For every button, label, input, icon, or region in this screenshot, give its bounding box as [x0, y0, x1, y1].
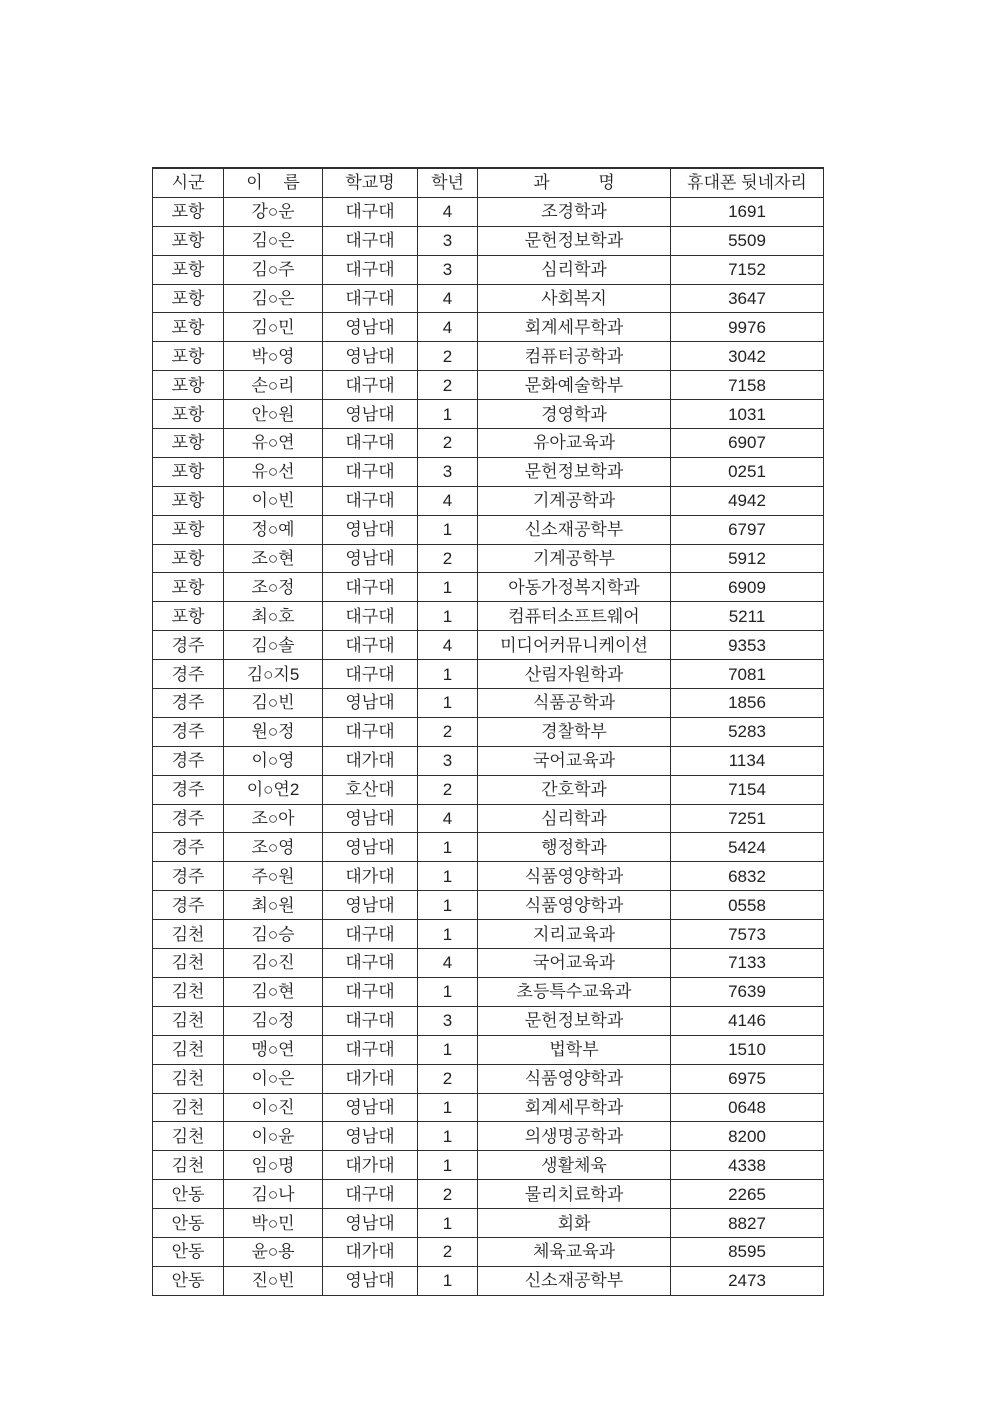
- cell-phone: 4942: [671, 486, 824, 515]
- cell-department: 법학부: [478, 1035, 671, 1064]
- table-row: [153, 313, 824, 342]
- cell-department: 신소재공학부: [478, 1266, 671, 1295]
- cell-district: 포항: [153, 544, 224, 573]
- column-header-department: 과 명: [478, 168, 671, 197]
- cell-grade: 3: [418, 255, 478, 284]
- table-row: [153, 342, 824, 371]
- cell-school: 대구대: [323, 573, 418, 602]
- cell-department: 회계세무학과: [478, 1093, 671, 1122]
- cell-grade: 3: [418, 1006, 478, 1035]
- cell-phone: 1510: [671, 1035, 824, 1064]
- cell-department: 식품공학과: [478, 689, 671, 718]
- cell-phone: 1856: [671, 689, 824, 718]
- cell-name: 조○정: [224, 573, 323, 602]
- cell-name: 최○원: [224, 891, 323, 920]
- cell-grade: 2: [418, 717, 478, 746]
- cell-school: 대구대: [323, 1180, 418, 1209]
- cell-phone: 6797: [671, 515, 824, 544]
- table-row: [153, 746, 824, 775]
- cell-school: 영남대: [323, 1266, 418, 1295]
- cell-district: 포항: [153, 226, 224, 255]
- cell-school: 대구대: [323, 284, 418, 313]
- cell-district: 김천: [153, 1122, 224, 1151]
- cell-district: 포항: [153, 197, 224, 226]
- cell-grade: 1: [418, 891, 478, 920]
- cell-phone: 2265: [671, 1180, 824, 1209]
- cell-department: 초등특수교육과: [478, 977, 671, 1006]
- cell-name: 김○빈: [224, 689, 323, 718]
- cell-name: 조○현: [224, 544, 323, 573]
- cell-grade: 1: [418, 1035, 478, 1064]
- cell-school: 대구대: [323, 977, 418, 1006]
- cell-school: 영남대: [323, 833, 418, 862]
- cell-school: 영남대: [323, 891, 418, 920]
- table-row: [153, 1064, 824, 1093]
- cell-department: 유아교육과: [478, 429, 671, 458]
- cell-name: 조○영: [224, 833, 323, 862]
- table-row: [153, 775, 824, 804]
- cell-school: 대구대: [323, 1006, 418, 1035]
- cell-grade: 1: [418, 1151, 478, 1180]
- cell-district: 김천: [153, 1064, 224, 1093]
- cell-school: 대가대: [323, 1064, 418, 1093]
- cell-district: 경주: [153, 660, 224, 689]
- table-row: [153, 660, 824, 689]
- cell-name: 김○솔: [224, 631, 323, 660]
- cell-name: 안○원: [224, 400, 323, 429]
- cell-school: 호산대: [323, 775, 418, 804]
- cell-department: 회계세무학과: [478, 313, 671, 342]
- cell-school: 대구대: [323, 457, 418, 486]
- cell-district: 포항: [153, 255, 224, 284]
- cell-grade: 1: [418, 1093, 478, 1122]
- cell-name: 손○리: [224, 371, 323, 400]
- cell-grade: 3: [418, 226, 478, 255]
- table-row: [153, 631, 824, 660]
- cell-grade: 1: [418, 833, 478, 862]
- cell-department: 미디어커뮤니케이션: [478, 631, 671, 660]
- cell-grade: 2: [418, 544, 478, 573]
- cell-name: 강○운: [224, 197, 323, 226]
- cell-grade: 2: [418, 1180, 478, 1209]
- cell-district: 김천: [153, 1151, 224, 1180]
- cell-grade: 1: [418, 689, 478, 718]
- cell-phone: 5912: [671, 544, 824, 573]
- cell-phone: 6907: [671, 429, 824, 458]
- cell-name: 유○연: [224, 429, 323, 458]
- cell-phone: 7639: [671, 977, 824, 1006]
- cell-department: 지리교육과: [478, 920, 671, 949]
- cell-phone: 7573: [671, 920, 824, 949]
- cell-district: 김천: [153, 1093, 224, 1122]
- cell-department: 문헌정보학과: [478, 457, 671, 486]
- cell-district: 포항: [153, 342, 224, 371]
- cell-district: 김천: [153, 920, 224, 949]
- cell-phone: 1031: [671, 400, 824, 429]
- table-row: [153, 1151, 824, 1180]
- cell-school: 대구대: [323, 429, 418, 458]
- cell-grade: 2: [418, 775, 478, 804]
- cell-name: 원○정: [224, 717, 323, 746]
- cell-grade: 1: [418, 1209, 478, 1238]
- cell-department: 심리학과: [478, 804, 671, 833]
- cell-school: 대구대: [323, 226, 418, 255]
- cell-department: 컴퓨터공학과: [478, 342, 671, 371]
- cell-district: 포항: [153, 284, 224, 313]
- table-row: [153, 977, 824, 1006]
- cell-school: 영남대: [323, 400, 418, 429]
- table-row: [153, 400, 824, 429]
- table-row: [153, 255, 824, 284]
- cell-phone: 0648: [671, 1093, 824, 1122]
- column-header-school: 학교명: [323, 168, 418, 197]
- cell-name: 김○현: [224, 977, 323, 1006]
- student-roster-table: [152, 167, 824, 1296]
- cell-school: 대구대: [323, 717, 418, 746]
- cell-phone: 7251: [671, 804, 824, 833]
- cell-name: 윤○용: [224, 1237, 323, 1266]
- table-row: [153, 515, 824, 544]
- table-row: [153, 573, 824, 602]
- cell-grade: 3: [418, 746, 478, 775]
- cell-department: 회화: [478, 1209, 671, 1238]
- table-row: [153, 1209, 824, 1238]
- cell-district: 경주: [153, 746, 224, 775]
- cell-phone: 3647: [671, 284, 824, 313]
- cell-school: 대가대: [323, 746, 418, 775]
- cell-department: 아동가정복지학과: [478, 573, 671, 602]
- cell-phone: 4146: [671, 1006, 824, 1035]
- column-header-phone: 휴대폰 뒷네자리: [671, 168, 824, 197]
- cell-school: 대가대: [323, 1151, 418, 1180]
- cell-district: 김천: [153, 977, 224, 1006]
- cell-phone: 3042: [671, 342, 824, 371]
- cell-school: 대구대: [323, 371, 418, 400]
- cell-district: 김천: [153, 1035, 224, 1064]
- cell-grade: 1: [418, 602, 478, 631]
- cell-grade: 1: [418, 862, 478, 891]
- table-row: [153, 602, 824, 631]
- cell-school: 대가대: [323, 1237, 418, 1266]
- cell-school: 영남대: [323, 689, 418, 718]
- cell-district: 포항: [153, 400, 224, 429]
- cell-grade: 1: [418, 515, 478, 544]
- cell-district: 안동: [153, 1237, 224, 1266]
- cell-department: 사회복지: [478, 284, 671, 313]
- cell-name: 김○나: [224, 1180, 323, 1209]
- cell-phone: 6975: [671, 1064, 824, 1093]
- cell-district: 포항: [153, 313, 224, 342]
- table-row: [153, 689, 824, 718]
- cell-phone: 5211: [671, 602, 824, 631]
- cell-phone: 0251: [671, 457, 824, 486]
- cell-phone: 9976: [671, 313, 824, 342]
- cell-phone: 2473: [671, 1266, 824, 1295]
- cell-district: 김천: [153, 949, 224, 978]
- cell-name: 임○명: [224, 1151, 323, 1180]
- table-row: [153, 486, 824, 515]
- cell-school: 영남대: [323, 342, 418, 371]
- cell-school: 영남대: [323, 1122, 418, 1151]
- cell-department: 물리치료학과: [478, 1180, 671, 1209]
- cell-school: 대가대: [323, 862, 418, 891]
- cell-grade: 2: [418, 429, 478, 458]
- cell-name: 이○은: [224, 1064, 323, 1093]
- cell-name: 김○민: [224, 313, 323, 342]
- cell-phone: 4338: [671, 1151, 824, 1180]
- cell-grade: 4: [418, 804, 478, 833]
- cell-name: 김○승: [224, 920, 323, 949]
- table-row: [153, 891, 824, 920]
- table-row: [153, 1122, 824, 1151]
- cell-name: 김○은: [224, 226, 323, 255]
- cell-district: 포항: [153, 602, 224, 631]
- cell-grade: 1: [418, 1122, 478, 1151]
- cell-phone: 5424: [671, 833, 824, 862]
- table-row: [153, 804, 824, 833]
- column-header-name: 이 름: [224, 168, 323, 197]
- cell-name: 김○지5: [224, 660, 323, 689]
- cell-district: 경주: [153, 833, 224, 862]
- cell-phone: 9353: [671, 631, 824, 660]
- cell-school: 영남대: [323, 515, 418, 544]
- cell-grade: 1: [418, 977, 478, 1006]
- table-row: [153, 862, 824, 891]
- cell-grade: 3: [418, 457, 478, 486]
- cell-department: 신소재공학부: [478, 515, 671, 544]
- table-row: [153, 371, 824, 400]
- cell-district: 경주: [153, 631, 224, 660]
- cell-grade: 2: [418, 371, 478, 400]
- cell-school: 영남대: [323, 1209, 418, 1238]
- cell-phone: 7133: [671, 949, 824, 978]
- cell-department: 경찰학부: [478, 717, 671, 746]
- table-row: [153, 717, 824, 746]
- cell-district: 김천: [153, 1006, 224, 1035]
- cell-name: 정○예: [224, 515, 323, 544]
- cell-name: 이○진: [224, 1093, 323, 1122]
- cell-district: 포항: [153, 573, 224, 602]
- cell-district: 경주: [153, 891, 224, 920]
- table-row: [153, 949, 824, 978]
- cell-district: 포항: [153, 486, 224, 515]
- cell-school: 대구대: [323, 631, 418, 660]
- table-row: [153, 920, 824, 949]
- cell-name: 최○호: [224, 602, 323, 631]
- cell-phone: 0558: [671, 891, 824, 920]
- cell-department: 컴퓨터소프트웨어: [478, 602, 671, 631]
- cell-phone: 8595: [671, 1237, 824, 1266]
- column-header-grade: 학년: [418, 168, 478, 197]
- cell-name: 김○진: [224, 949, 323, 978]
- cell-school: 영남대: [323, 544, 418, 573]
- cell-school: 영남대: [323, 804, 418, 833]
- cell-grade: 4: [418, 313, 478, 342]
- cell-school: 대구대: [323, 197, 418, 226]
- cell-district: 안동: [153, 1266, 224, 1295]
- cell-name: 유○선: [224, 457, 323, 486]
- cell-school: 대구대: [323, 949, 418, 978]
- cell-phone: 6909: [671, 573, 824, 602]
- cell-department: 문헌정보학과: [478, 226, 671, 255]
- table-row: [153, 284, 824, 313]
- table-row: [153, 197, 824, 226]
- cell-grade: 2: [418, 1064, 478, 1093]
- cell-district: 경주: [153, 717, 224, 746]
- cell-phone: 8200: [671, 1122, 824, 1151]
- cell-phone: 6832: [671, 862, 824, 891]
- cell-school: 영남대: [323, 313, 418, 342]
- cell-phone: 7158: [671, 371, 824, 400]
- cell-district: 안동: [153, 1209, 224, 1238]
- cell-grade: 1: [418, 573, 478, 602]
- cell-grade: 4: [418, 631, 478, 660]
- cell-department: 조경학과: [478, 197, 671, 226]
- cell-name: 이○영: [224, 746, 323, 775]
- cell-grade: 1: [418, 660, 478, 689]
- cell-department: 국어교육과: [478, 949, 671, 978]
- cell-grade: 1: [418, 400, 478, 429]
- cell-grade: 1: [418, 1266, 478, 1295]
- cell-school: 대구대: [323, 602, 418, 631]
- cell-phone: 5283: [671, 717, 824, 746]
- cell-phone: 1691: [671, 197, 824, 226]
- cell-name: 이○빈: [224, 486, 323, 515]
- header-row: [153, 168, 824, 197]
- cell-name: 조○아: [224, 804, 323, 833]
- cell-grade: 4: [418, 284, 478, 313]
- cell-name: 김○은: [224, 284, 323, 313]
- cell-department: 간호학과: [478, 775, 671, 804]
- table-row: [153, 833, 824, 862]
- cell-phone: 1134: [671, 746, 824, 775]
- cell-district: 포항: [153, 371, 224, 400]
- table-row: [153, 226, 824, 255]
- column-header-district: 시군: [153, 168, 224, 197]
- cell-grade: 4: [418, 197, 478, 226]
- cell-district: 포항: [153, 457, 224, 486]
- cell-phone: 8827: [671, 1209, 824, 1238]
- cell-school: 대구대: [323, 486, 418, 515]
- cell-district: 포항: [153, 515, 224, 544]
- cell-grade: 1: [418, 920, 478, 949]
- table-row: [153, 1266, 824, 1295]
- cell-school: 대구대: [323, 255, 418, 284]
- cell-phone: 7081: [671, 660, 824, 689]
- cell-school: 영남대: [323, 1093, 418, 1122]
- cell-department: 경영학과: [478, 400, 671, 429]
- cell-department: 식품영양학과: [478, 862, 671, 891]
- table-row: [153, 457, 824, 486]
- cell-school: 대구대: [323, 660, 418, 689]
- cell-department: 행정학과: [478, 833, 671, 862]
- table-row: [153, 1237, 824, 1266]
- cell-phone: 7154: [671, 775, 824, 804]
- cell-department: 생활체육: [478, 1151, 671, 1180]
- cell-grade: 4: [418, 486, 478, 515]
- cell-name: 박○영: [224, 342, 323, 371]
- cell-district: 안동: [153, 1180, 224, 1209]
- cell-phone: 7152: [671, 255, 824, 284]
- cell-department: 의생명공학과: [478, 1122, 671, 1151]
- cell-name: 김○주: [224, 255, 323, 284]
- table-row: [153, 1180, 824, 1209]
- cell-district: 경주: [153, 689, 224, 718]
- cell-department: 체육교육과: [478, 1237, 671, 1266]
- cell-grade: 2: [418, 1237, 478, 1266]
- cell-name: 이○연2: [224, 775, 323, 804]
- table-row: [153, 1006, 824, 1035]
- cell-department: 국어교육과: [478, 746, 671, 775]
- cell-phone: 5509: [671, 226, 824, 255]
- cell-district: 경주: [153, 804, 224, 833]
- cell-name: 김○정: [224, 1006, 323, 1035]
- table-row: [153, 1093, 824, 1122]
- cell-name: 주○원: [224, 862, 323, 891]
- cell-department: 식품영양학과: [478, 891, 671, 920]
- table-row: [153, 544, 824, 573]
- table-row: [153, 1035, 824, 1064]
- cell-department: 기계공학부: [478, 544, 671, 573]
- cell-name: 진○빈: [224, 1266, 323, 1295]
- cell-grade: 4: [418, 949, 478, 978]
- cell-department: 산림자원학과: [478, 660, 671, 689]
- table-row: [153, 429, 824, 458]
- cell-district: 경주: [153, 862, 224, 891]
- cell-department: 문화예술학부: [478, 371, 671, 400]
- cell-name: 맹○연: [224, 1035, 323, 1064]
- cell-department: 문헌정보학과: [478, 1006, 671, 1035]
- cell-district: 경주: [153, 775, 224, 804]
- cell-grade: 2: [418, 342, 478, 371]
- cell-school: 대구대: [323, 1035, 418, 1064]
- cell-name: 이○윤: [224, 1122, 323, 1151]
- cell-department: 심리학과: [478, 255, 671, 284]
- cell-department: 기계공학과: [478, 486, 671, 515]
- cell-district: 포항: [153, 429, 224, 458]
- cell-department: 식품영양학과: [478, 1064, 671, 1093]
- cell-name: 박○민: [224, 1209, 323, 1238]
- cell-school: 대구대: [323, 920, 418, 949]
